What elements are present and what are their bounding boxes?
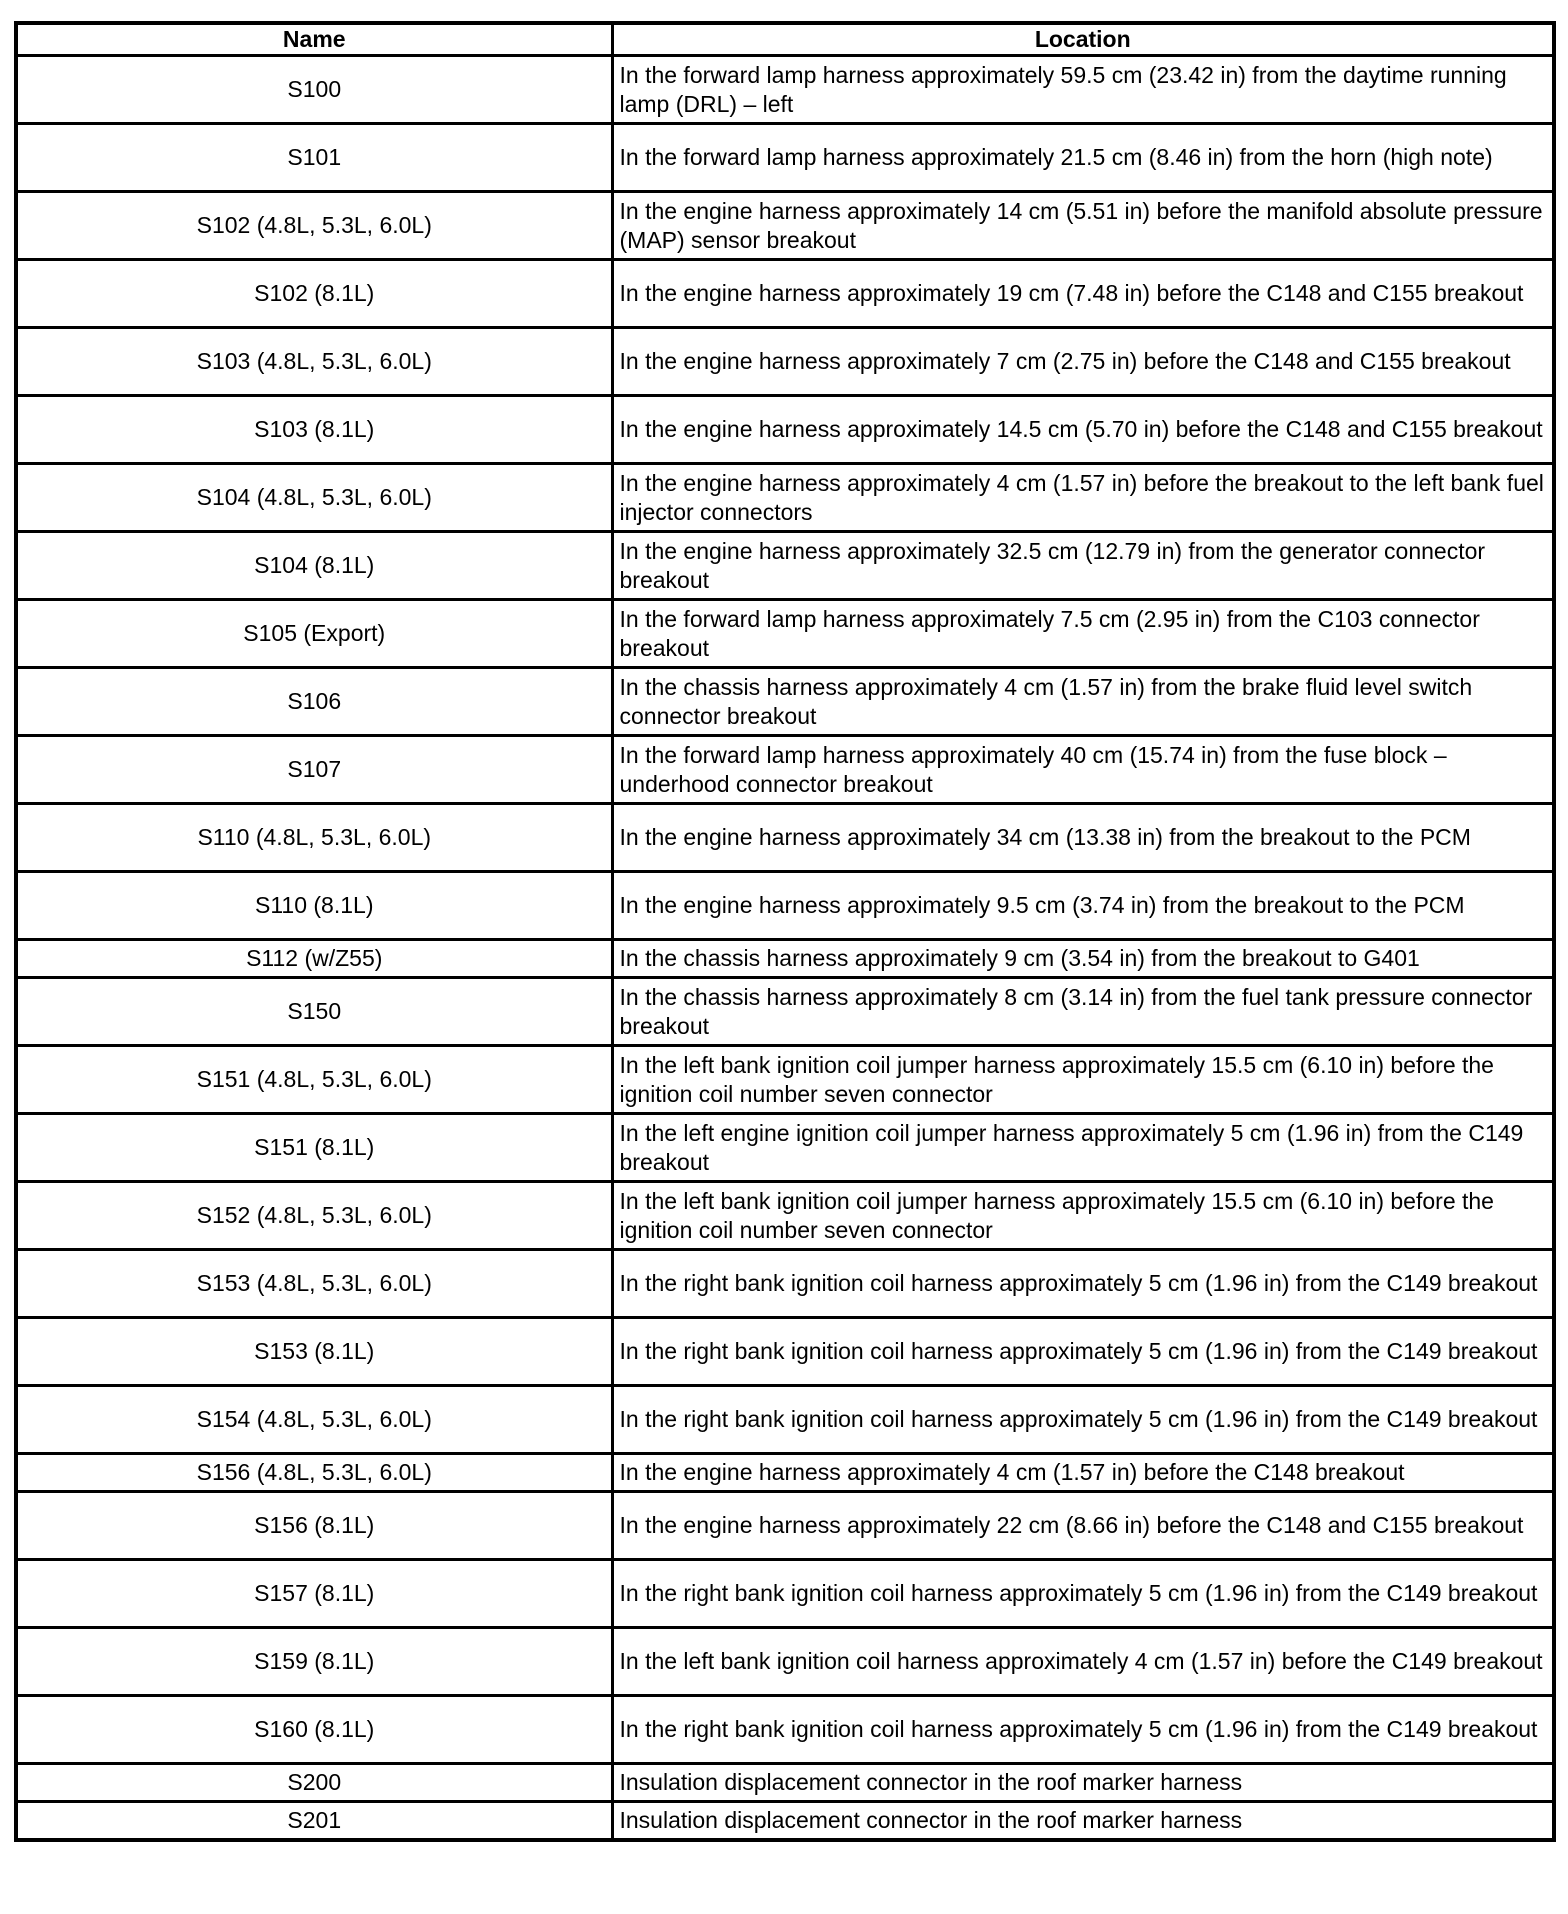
table-row xyxy=(16,124,1554,192)
splice-name-cell: S151 (8.1L) xyxy=(16,1114,612,1182)
splice-name-cell: S152 (4.8L, 5.3L, 6.0L) xyxy=(16,1182,612,1250)
splice-name-cell: S102 (4.8L, 5.3L, 6.0L) xyxy=(16,192,612,260)
splice-location-cell: In the engine harness approximately 14 cm (5.51 in) before the manifold absolute pressure (MAP) sensor breakout xyxy=(612,192,1554,260)
table-row xyxy=(16,192,1554,260)
splice-location-cell: In the engine harness approximately 9.5 cm (3.74 in) from the breakout to the PCM xyxy=(612,872,1554,940)
splice-name-cell: S154 (4.8L, 5.3L, 6.0L) xyxy=(16,1386,612,1454)
header-name: Name xyxy=(16,23,612,56)
table-row xyxy=(16,1492,1554,1560)
splice-name-cell: S104 (4.8L, 5.3L, 6.0L) xyxy=(16,464,612,532)
splice-location-cell: In the engine harness approximately 32.5 cm (12.79 in) from the generator connector breakout xyxy=(612,532,1554,600)
table-row xyxy=(16,668,1554,736)
splice-location-cell: In the left bank ignition coil jumper harness approximately 15.5 cm (6.10 in) before the ignition coil number seven connector xyxy=(612,1182,1554,1250)
table-row xyxy=(16,1386,1554,1454)
splice-name-cell: S103 (4.8L, 5.3L, 6.0L) xyxy=(16,328,612,396)
table-row xyxy=(16,940,1554,978)
table-row xyxy=(16,1454,1554,1492)
splice-name-cell: S151 (4.8L, 5.3L, 6.0L) xyxy=(16,1046,612,1114)
table-row xyxy=(16,1046,1554,1114)
splice-location-cell: In the right bank ignition coil harness approximately 5 cm (1.96 in) from the C149 breakout xyxy=(612,1560,1554,1628)
table-row xyxy=(16,1628,1554,1696)
splice-location-cell: In the forward lamp harness approximately 59.5 cm (23.42 in) from the daytime running lamp (DRL) – left xyxy=(612,56,1554,124)
splice-location-cell: In the engine harness approximately 34 cm (13.38 in) from the breakout to the PCM xyxy=(612,804,1554,872)
splice-location-table xyxy=(14,21,1556,1842)
table-body xyxy=(16,56,1554,1841)
splice-location-cell: In the engine harness approximately 19 cm (7.48 in) before the C148 and C155 breakout xyxy=(612,260,1554,328)
splice-name-cell: S100 xyxy=(16,56,612,124)
splice-location-cell: Insulation displacement connector in the roof marker harness xyxy=(612,1764,1554,1802)
splice-location-cell: In the engine harness approximately 14.5 cm (5.70 in) before the C148 and C155 breakout xyxy=(612,396,1554,464)
table-row xyxy=(16,804,1554,872)
splice-location-cell: In the forward lamp harness approximately 40 cm (15.74 in) from the fuse block – underhood connector breakout xyxy=(612,736,1554,804)
splice-name-cell: S153 (8.1L) xyxy=(16,1318,612,1386)
table-header xyxy=(16,23,1554,56)
splice-name-cell: S105 (Export) xyxy=(16,600,612,668)
table-row xyxy=(16,260,1554,328)
splice-name-cell: S112 (w/Z55) xyxy=(16,940,612,978)
splice-location-cell: In the right bank ignition coil harness approximately 5 cm (1.96 in) from the C149 breakout xyxy=(612,1250,1554,1318)
splice-location-cell: Insulation displacement connector in the roof marker harness xyxy=(612,1802,1554,1841)
splice-name-cell: S104 (8.1L) xyxy=(16,532,612,600)
splice-name-cell: S106 xyxy=(16,668,612,736)
splice-location-cell: In the chassis harness approximately 4 cm (1.57 in) from the brake fluid level switch connector breakout xyxy=(612,668,1554,736)
splice-location-cell: In the left bank ignition coil jumper harness approximately 15.5 cm (6.10 in) before the ignition coil number seven connector xyxy=(612,1046,1554,1114)
splice-name-cell: S150 xyxy=(16,978,612,1046)
table-row xyxy=(16,978,1554,1046)
header-location: Location xyxy=(612,23,1554,56)
splice-location-cell: In the right bank ignition coil harness approximately 5 cm (1.96 in) from the C149 breakout xyxy=(612,1386,1554,1454)
header-row xyxy=(16,23,1554,56)
splice-name-cell: S110 (8.1L) xyxy=(16,872,612,940)
table-row xyxy=(16,328,1554,396)
splice-name-cell: S103 (8.1L) xyxy=(16,396,612,464)
splice-name-cell: S200 xyxy=(16,1764,612,1802)
table-row xyxy=(16,56,1554,124)
table-row xyxy=(16,1182,1554,1250)
table-row xyxy=(16,1696,1554,1764)
splice-location-cell: In the chassis harness approximately 8 cm (3.14 in) from the fuel tank pressure connector breakout xyxy=(612,978,1554,1046)
splice-name-cell: S107 xyxy=(16,736,612,804)
splice-location-cell: In the chassis harness approximately 9 cm (3.54 in) from the breakout to G401 xyxy=(612,940,1554,978)
splice-location-cell: In the left engine ignition coil jumper harness approximately 5 cm (1.96 in) from the C149 breakout xyxy=(612,1114,1554,1182)
table-row xyxy=(16,1560,1554,1628)
splice-name-cell: S153 (4.8L, 5.3L, 6.0L) xyxy=(16,1250,612,1318)
splice-name-cell: S156 (8.1L) xyxy=(16,1492,612,1560)
splice-name-cell: S159 (8.1L) xyxy=(16,1628,612,1696)
splice-location-cell: In the engine harness approximately 22 cm (8.66 in) before the C148 and C155 breakout xyxy=(612,1492,1554,1560)
table-row xyxy=(16,1318,1554,1386)
splice-name-cell: S201 xyxy=(16,1802,612,1841)
table-row xyxy=(16,600,1554,668)
splice-location-cell: In the right bank ignition coil harness approximately 5 cm (1.96 in) from the C149 breakout xyxy=(612,1318,1554,1386)
splice-name-cell: S102 (8.1L) xyxy=(16,260,612,328)
table-row xyxy=(16,396,1554,464)
splice-name-cell: S157 (8.1L) xyxy=(16,1560,612,1628)
splice-location-cell: In the engine harness approximately 4 cm (1.57 in) before the C148 breakout xyxy=(612,1454,1554,1492)
table-row xyxy=(16,1802,1554,1841)
table-row xyxy=(16,1250,1554,1318)
splice-location-cell: In the forward lamp harness approximately 7.5 cm (2.95 in) from the C103 connector breakout xyxy=(612,600,1554,668)
splice-name-cell: S101 xyxy=(16,124,612,192)
table-row xyxy=(16,464,1554,532)
splice-name-cell: S160 (8.1L) xyxy=(16,1696,612,1764)
table-row xyxy=(16,532,1554,600)
splice-name-cell: S156 (4.8L, 5.3L, 6.0L) xyxy=(16,1454,612,1492)
splice-location-cell: In the left bank ignition coil harness approximately 4 cm (1.57 in) before the C149 breakout xyxy=(612,1628,1554,1696)
table-row xyxy=(16,736,1554,804)
splice-name-cell: S110 (4.8L, 5.3L, 6.0L) xyxy=(16,804,612,872)
splice-location-cell: In the engine harness approximately 7 cm (2.75 in) before the C148 and C155 breakout xyxy=(612,328,1554,396)
splice-location-cell: In the forward lamp harness approximately 21.5 cm (8.46 in) from the horn (high note) xyxy=(612,124,1554,192)
splice-location-cell: In the right bank ignition coil harness approximately 5 cm (1.96 in) from the C149 breakout xyxy=(612,1696,1554,1764)
table-row xyxy=(16,872,1554,940)
splice-location-cell: In the engine harness approximately 4 cm (1.57 in) before the breakout to the left bank fuel injector connectors xyxy=(612,464,1554,532)
table-row xyxy=(16,1114,1554,1182)
table-row xyxy=(16,1764,1554,1802)
